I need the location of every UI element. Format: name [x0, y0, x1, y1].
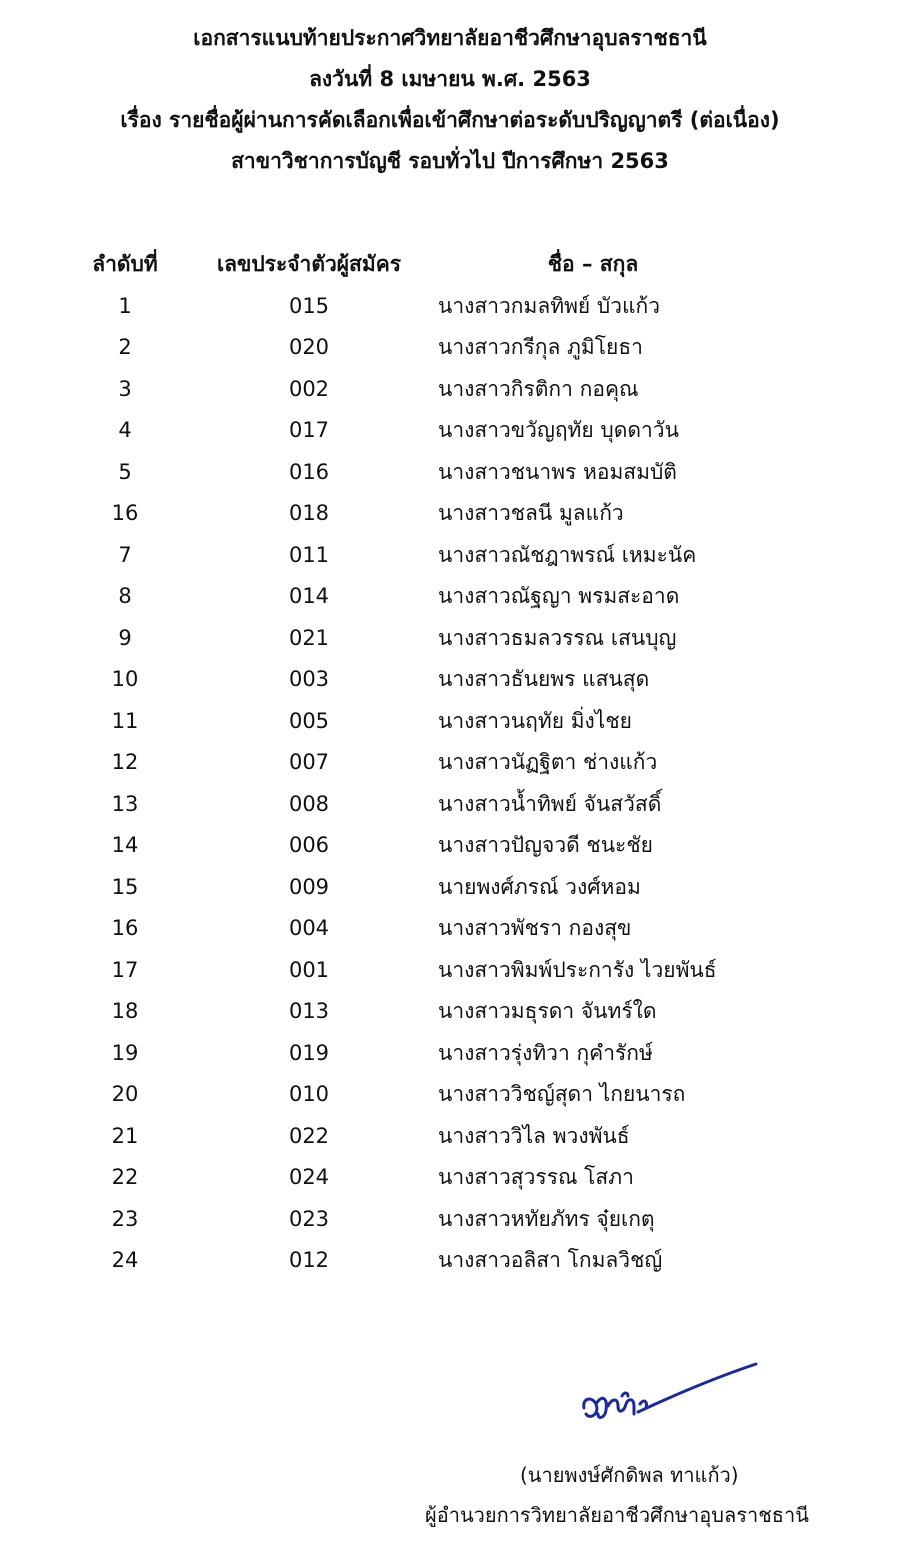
row-number: 20 [111, 1082, 139, 1106]
row-number: 1 [118, 293, 132, 318]
applicant-name: นางสาวสุวรรณ โสภา [438, 1165, 634, 1189]
row-number: 3 [118, 376, 132, 401]
applicant-id: 022 [288, 1123, 330, 1148]
row-number: 12 [111, 750, 139, 774]
row-number: 18 [111, 999, 139, 1023]
table-row [0, 286, 900, 328]
applicant-name: นางสาววิไล พวงพันธ์ [438, 1123, 630, 1148]
table-row [0, 742, 900, 784]
applicant-id: 018 [288, 501, 330, 525]
table-row [0, 659, 900, 701]
document-header [0, 18, 900, 182]
table-row [0, 493, 900, 535]
director-signature [578, 1358, 768, 1438]
table-row [0, 1033, 900, 1075]
table-row [0, 369, 900, 411]
row-number: 21 [111, 1123, 139, 1148]
table-row [0, 950, 900, 992]
table-row [0, 535, 900, 577]
applicant-id: 006 [288, 833, 330, 857]
row-number: 24 [111, 1248, 139, 1272]
applicant-name: นางสาวปัญจวดี ชนะชัย [438, 833, 653, 857]
table-header-row [0, 244, 900, 286]
applicant-id: 004 [288, 916, 330, 940]
applicant-id: 023 [288, 1206, 330, 1231]
applicant-name: นางสาวอลิสา โกมลวิชญ์ [438, 1248, 663, 1272]
row-number: 16 [111, 501, 139, 525]
applicant-id: 016 [288, 459, 330, 484]
table-row [0, 1116, 900, 1158]
applicant-id: 024 [288, 1165, 330, 1189]
signer-name: (นายพงษ์ศักดิพล ทาแก้ว) [520, 1463, 739, 1487]
row-number: 4 [118, 418, 132, 442]
row-number: 16 [111, 916, 139, 940]
applicant-id: 008 [288, 791, 330, 816]
applicant-name: นางสาวณัฐญา พรมสะอาด [438, 584, 680, 608]
applicant-id: 013 [288, 999, 330, 1023]
applicant-id: 012 [288, 1248, 330, 1272]
applicant-id: 009 [288, 874, 330, 899]
table-row [0, 701, 900, 743]
applicant-name: นางสาวขวัญฤทัย บุดดาวัน [438, 418, 679, 442]
applicant-name: นางสาวนัฏฐิตา ช่างแก้ว [438, 750, 658, 774]
table-row [0, 1199, 900, 1241]
table-body [0, 286, 900, 1282]
table-row [0, 1157, 900, 1199]
table-row [0, 1074, 900, 1116]
applicant-id: 014 [288, 584, 330, 608]
table-row [0, 576, 900, 618]
applicant-id: 010 [288, 1082, 330, 1106]
row-number: 5 [118, 459, 132, 484]
header-date: ลงวันที่ 8 เมษายน พ.ศ. 2563 [309, 67, 591, 91]
applicant-name: นางสาวธมลวรรณ เสนบุญ [438, 625, 677, 650]
column-header-name: ชื่อ – สกุล [547, 252, 639, 276]
applicant-name: นางสาวกรีกุล ภูมิโยธา [438, 335, 643, 359]
header-subject: เรื่อง รายชื่อผู้ผ่านการคัดเลือกเพื่อเข้าศึกษาต่อระดับปริญญาตรี (ต่อเนื่อง) [120, 108, 780, 132]
row-number: 8 [118, 584, 132, 608]
row-number: 14 [111, 833, 139, 857]
table-row [0, 327, 900, 369]
header-program: สาขาวิชาการบัญชี รอบทั่วไป ปีการศึกษา 2563 [231, 149, 669, 173]
table-row [0, 618, 900, 660]
header-title: เอกสารแนบท้ายประกาศวิทยาลัยอาชีวศึกษาอุบลราชธานี [193, 26, 707, 50]
applicant-name: นางสาววิชญ์สุดา ไกยนารถ [438, 1082, 686, 1106]
applicant-id: 002 [288, 376, 330, 401]
applicant-name: นางสาวชลนี มูลแก้ว [438, 501, 624, 525]
column-header-applicant-id: เลขประจำตัวผู้สมัคร [216, 252, 402, 276]
applicant-name: นางสาวนฤทัย มิ่งไชย [438, 708, 632, 733]
applicant-name: นางสาวหทัยภัทร จุ๋ยเกตุ [438, 1206, 655, 1231]
signer-title: ผู้อำนวยการวิทยาลัยอาชีวศึกษาอุบลราชธานี [425, 1503, 809, 1527]
table-row [0, 1240, 900, 1282]
row-number: 15 [111, 874, 139, 899]
applicant-name: นางสาวณัชฎาพรณ์ เหมะนัค [438, 542, 697, 567]
applicant-id: 003 [288, 667, 330, 691]
table-row [0, 867, 900, 909]
applicant-id: 005 [288, 708, 330, 733]
row-number: 22 [111, 1165, 139, 1189]
applicant-name: นางสาวรุ่งทิวา กุคำรักษ์ [438, 1040, 653, 1065]
applicant-name: นางสาวกิรติกา กอคุณ [438, 376, 639, 401]
applicant-id: 007 [288, 750, 330, 774]
applicant-id: 020 [288, 335, 330, 359]
applicant-name: นายพงศ์ภรณ์ วงศ์หอม [438, 874, 641, 899]
table-row [0, 991, 900, 1033]
applicant-name: นางสาวพิมพ์ประการัง ไวยพันธ์ [438, 957, 717, 982]
applicant-id: 017 [288, 418, 330, 442]
applicant-name: นางสาวพัชรา กองสุข [438, 916, 632, 940]
table-row [0, 784, 900, 826]
row-number: 11 [111, 708, 139, 733]
table-row [0, 908, 900, 950]
table-row [0, 452, 900, 494]
applicant-name: นางสาวน้ำทิพย์ จันสวัสดิ์ [438, 791, 662, 816]
row-number: 23 [111, 1206, 139, 1231]
applicant-name: นางสาวกมลทิพย์ บัวแก้ว [438, 293, 661, 318]
applicant-id: 021 [288, 625, 330, 650]
row-number: 9 [118, 625, 132, 650]
row-number: 19 [111, 1040, 139, 1065]
applicant-id: 019 [288, 1040, 330, 1065]
candidate-table [0, 244, 900, 1282]
table-row [0, 825, 900, 867]
table-row [0, 410, 900, 452]
row-number: 7 [118, 542, 132, 567]
applicant-name: นางสาวมธุรดา จันทร์ใด [438, 999, 657, 1023]
applicant-name: นางสาวธันยพร แสนสุด [438, 667, 650, 691]
applicant-id: 015 [288, 293, 330, 318]
applicant-id: 011 [288, 542, 330, 567]
row-number: 10 [111, 667, 139, 691]
signature-block [380, 1455, 880, 1535]
column-header-number: ลำดับที่ [92, 252, 158, 276]
row-number: 17 [111, 957, 139, 982]
applicant-name: นางสาวชนาพร หอมสมบัติ [438, 459, 677, 484]
row-number: 2 [118, 335, 132, 359]
row-number: 13 [111, 791, 139, 816]
applicant-id: 001 [288, 957, 330, 982]
